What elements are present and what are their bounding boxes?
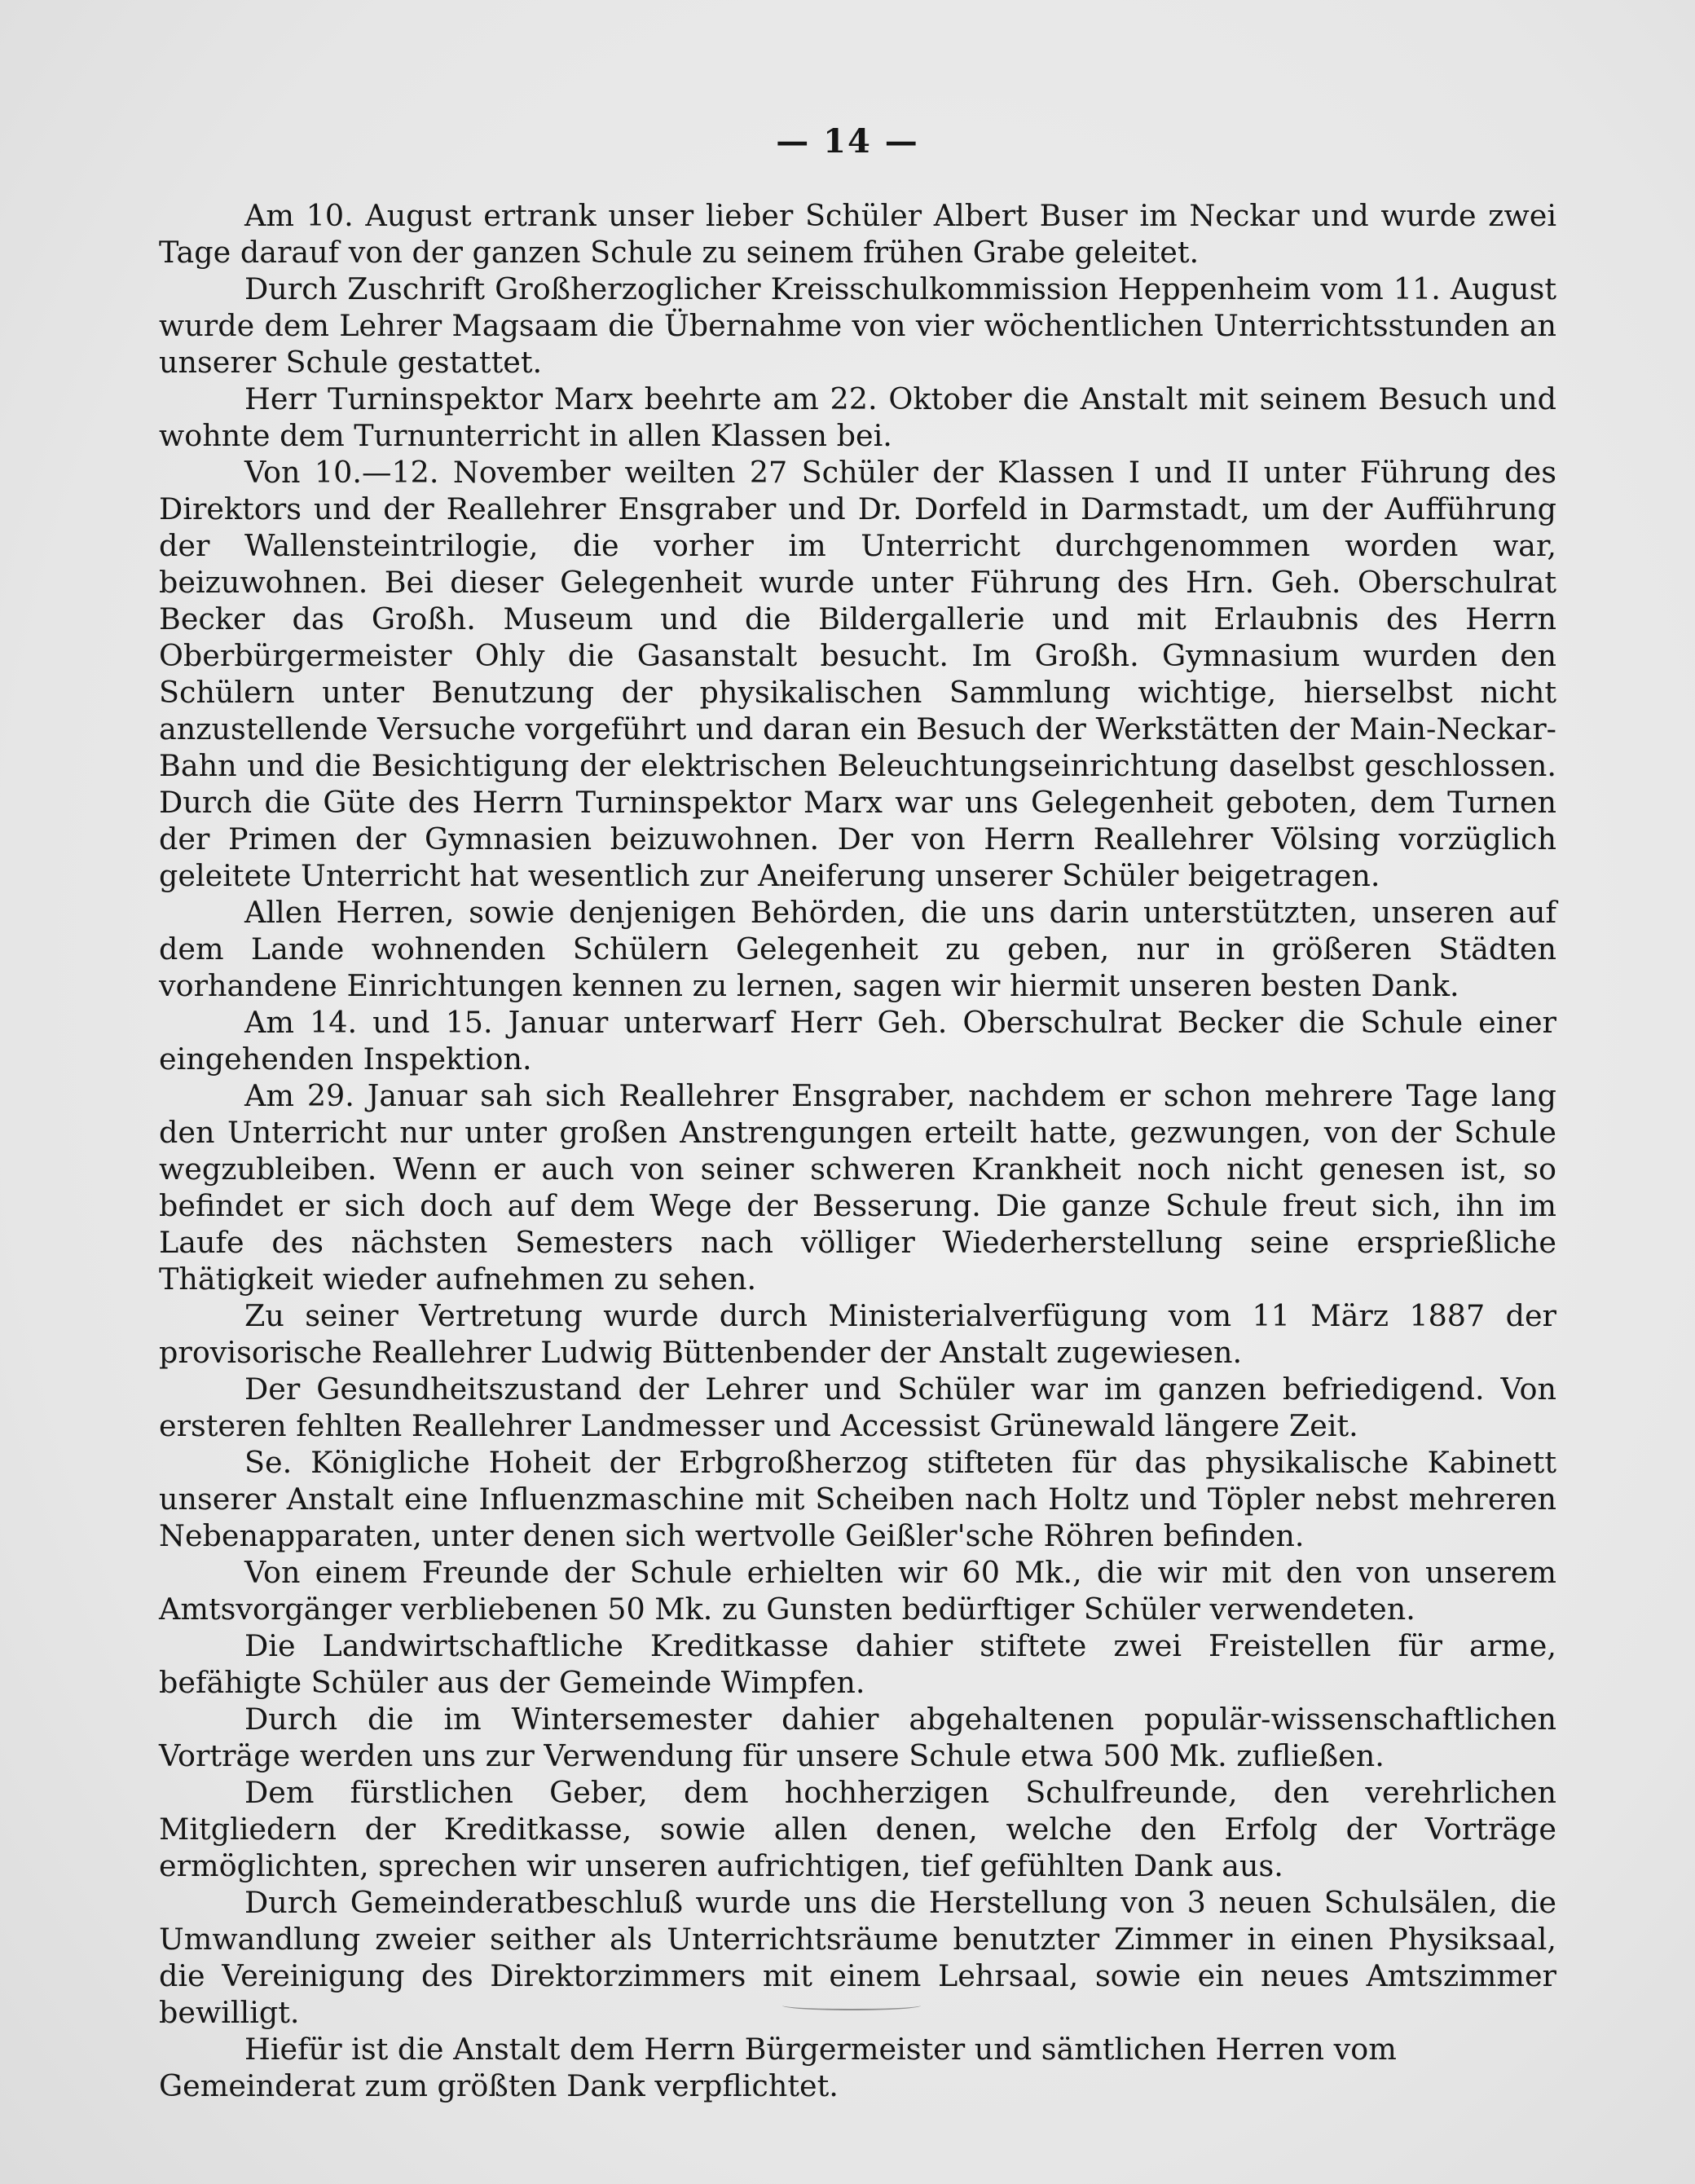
paragraph-free-places: Die Landwirtschaftliche Kreditkasse dahier stiftete zwei Freistellen für arme, befähigte Schüler aus der Gemeinde Wimpfen. (159, 1628, 1556, 1700)
paragraph-inspection: Am 14. und 15. Januar unterwarf Herr Geh. Oberschulrat Becker die Schule einer eingehenden Inspektion. (159, 1005, 1556, 1077)
page-number: — 14 — (776, 122, 919, 161)
paragraph-thanks-council: Hiefür ist die Anstalt dem Herrn Bürgermeister und sämtlichen Herren vom Gemeinderat zum größten Dank verpflichtet. (159, 2032, 1397, 2103)
paragraph-lectures: Durch die im Wintersemester dahier abgehaltenen populär-wissenschaftlichen Vorträge werden uns zur Verwendung für unsere Schule etwa 500 Mk. zufließen. (159, 1702, 1556, 1773)
paragraph-replacement: Zu seiner Vertretung wurde durch Ministerialverfügung vom 11 März 1887 der provisorische Reallehrer Ludwig Büttenbender der Anstalt zugewiesen. (159, 1298, 1556, 1370)
paragraph-new-rooms: Durch Gemeinderatbeschluß wurde uns die Herstellung von 3 neuen Schulsälen, die Umwandlung zweier seither als Unterrichtsräume benutzter Zimmer in einen Physiksaal, die Vereinigung des Direktorzimmers mit einem Lehrsaal, sowie ein neues Amtszimmer bewilligt. (159, 1885, 1556, 2030)
paragraph-health: Der Gesundheitszustand der Lehrer und Schüler war im ganzen befriedigend. Von ersteren fehlten Reallehrer Landmesser und Accessist Grünewald längere Zeit. (159, 1372, 1556, 1443)
paragraph-thanks-donors: Dem fürstlichen Geber, dem hochherzigen Schulfreunde, den verehrlichen Mitgliedern der Kreditkasse, sowie allen denen, welche den Erfolg der Vorträge ermöglichten, sprechen wir unseren aufrichtigen, tief gefühlten Dank aus. (159, 1775, 1556, 1883)
paragraph-donation-friend: Von einem Freunde der Schule erhielten wir 60 Mk., die wir mit den von unserem Amtsvorgänger verbliebenen 50 Mk. zu Gunsten bedürftiger Schüler verwendeten. (159, 1555, 1556, 1627)
body-text (159, 197, 1556, 2104)
paragraph-darmstadt-trip: Von 10.—12. November weilten 27 Schüler der Klassen I und II unter Führung des Direktors und der Reallehrer Ensgraber und Dr. Dorfeld in Darmstadt, um der Aufführung der Wallensteintrilogie, die vorher im Unterricht durchgenommen worden war, beizuwohnen. Bei dieser Gelegenheit wurde unter Führung des Hrn. Geh. Oberschulrat Becker das Großh. Museum und die Bildergallerie und mit Erlaubnis des Herrn Oberbürgermeister Ohly die Gasanstalt besucht. Im Großh. Gymnasium wurden den Schülern unter Benutzung der physikalischen Sammlung wichtige, hierselbst nicht anzustellende Versuche vorgeführt und daran ein Besuch der Werkstätten der Main-Neckar-Bahn und die Besichtigung der elektrischen Beleuchtungseinrichtung daselbst geschlossen. Durch die Güte des Herrn Turninspektor Marx war uns Gelegenheit geboten, dem Turnen der Primen der Gymnasien beizuwohnen. Der von Herrn Reallehrer Völsing vorzüglich geleitete Unterricht hat wesentlich zur Aneiferung unserer Schüler beigetragen. (159, 455, 1556, 893)
paragraph-thanks-authorities: Allen Herren, sowie denjenigen Behörden, die uns darin unterstützten, unseren auf dem Lande wohnenden Schülern Gelegenheit zu geben, nur in größeren Städten vorhandene Einrichtungen kennen zu lernen, sagen wir hiermit unseren besten Dank. (159, 895, 1556, 1003)
paragraph-magsaam-lessons: Durch Zuschrift Großherzoglicher Kreisschulkommission Heppenheim vom 11. August wurde dem Lehrer Magsaam die Übernahme von vier wöchentlichen Unterrichtsstunden an unserer Schule gestattet. (159, 271, 1556, 380)
paragraph-influence-machine: Se. Königliche Hoheit der Erbgroßherzog stifteten für das physikalische Kabinett unserer Anstalt eine Influenzmaschine mit Scheiben nach Holtz und Töpler nebst mehreren Nebenapparaten, unter denen sich wertvolle Geißler'sche Röhren befinden. (159, 1445, 1556, 1553)
paragraph-drowning: Am 10. August ertrank unser lieber Schüler Albert Buser im Neckar und wurde zwei Tage darauf von der ganzen Schule zu seinem frühen Grabe geleitet. (159, 198, 1556, 270)
paragraph-turninspektor-visit: Herr Turninspektor Marx beehrte am 22. Oktober die Anstalt mit seinem Besuch und wohnte dem Turnunterricht in allen Klassen bei. (159, 381, 1556, 453)
paragraph-ensgraber-illness: Am 29. Januar sah sich Reallehrer Ensgraber, nachdem er schon mehrere Tage lang den Unterricht nur unter großen Anstrengungen erteilt hatte, gezwungen, von der Schule wegzubleiben. Wenn er auch von seiner schweren Krankheit noch nicht genesen ist, so befindet er sich doch auf dem Wege der Besserung. Die ganze Schule freut sich, ihn im Laufe des nächsten Semesters nach völliger Wiederherstellung seine ersprießliche Thätigkeit wieder aufnehmen zu sehen. (159, 1078, 1556, 1297)
closing-rule (782, 2001, 921, 2010)
